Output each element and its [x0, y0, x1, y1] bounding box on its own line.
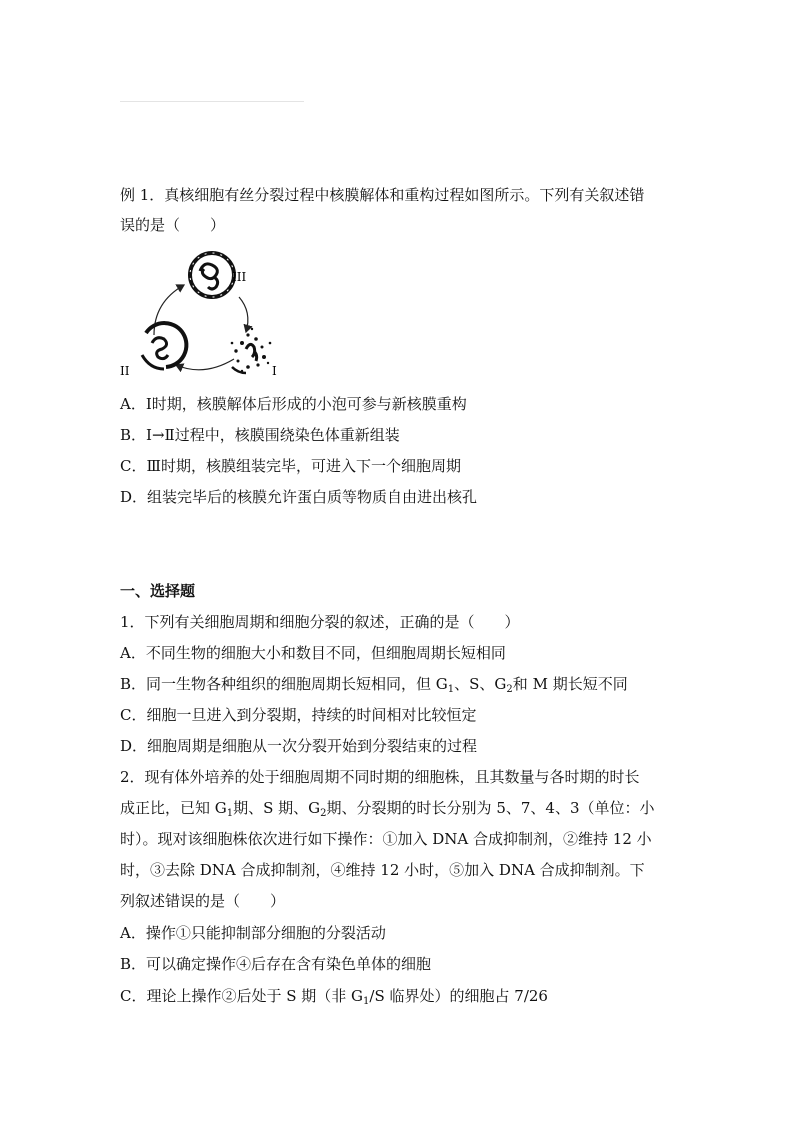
q1-option-b [120, 674, 680, 700]
label-I: I [272, 364, 277, 378]
q2-stem-line5: 列叙述错误的是（ ） [120, 892, 286, 910]
example-option-b: B．Ⅰ→Ⅱ过程中，核膜围绕染色体重新组装 [120, 426, 400, 444]
q1-b-text-2: 、S、G [454, 675, 507, 693]
q2-c-text-1: C．理论上操作②后处于 S 期（非 G [120, 987, 364, 1005]
q1-b-sub-1: 1 [447, 684, 455, 695]
stage-II-nucleus [142, 323, 186, 369]
q1-stem: 1．下列有关细胞周期和细胞分裂的叙述，正确的是（ ） [120, 613, 520, 631]
q2-l2-text-3: 期、分裂期的时长分别为 5、7、4、3（单位：小 [326, 799, 655, 817]
section-title: 一、选择题 [120, 582, 196, 600]
q2-c-text-2: /S 临界处）的细胞占 7/26 [369, 987, 548, 1005]
example-option-a: A．Ⅰ时期，核膜解体后形成的小泡可参与新核膜重构 [120, 395, 467, 413]
q2-l2-text-1: 成正比，已知 G [120, 799, 227, 817]
arrow-I-to-II [176, 359, 234, 370]
label-III: III [232, 270, 247, 284]
nuclear-envelope-cycle-figure [114, 247, 284, 382]
q2-stem-line3: 时）。现对该细胞株依次进行如下操作：①加入 DNA 合成抑制剂，②维持 12 小 [120, 830, 652, 848]
q2-l2-text-2: 期、S 期、G [233, 799, 321, 817]
example-option-c: C．Ⅲ时期，核膜组装完毕，可进入下一个细胞周期 [120, 457, 461, 475]
q2-l2-sub-1: 1 [226, 808, 234, 819]
header-rule [120, 101, 304, 102]
q1-option-a: A．不同生物的细胞大小和数目不同，但细胞周期长短相同 [120, 644, 506, 662]
q1-b-text-1: B．同一生物各种组织的细胞周期长短相同，但 G [120, 675, 448, 693]
q1-option-d: D．细胞周期是细胞从一次分裂开始到分裂结束的过程 [120, 737, 478, 755]
q2-option-a: A．操作①只能抑制部分细胞的分裂活动 [120, 924, 386, 942]
example-option-d: D．组装完毕后的核膜允许蛋白质等物质自由进出核孔 [120, 488, 478, 506]
stage-I-vesicles [231, 328, 272, 373]
q1-b-sub-2: 2 [506, 684, 513, 695]
q2-stem-line1: 2．现有体外培养的处于细胞周期不同时期的细胞株，且其数量与各时期的时长 [120, 768, 640, 786]
example-stem-line1: 例 1．真核细胞有丝分裂过程中核膜解体和重构过程如图所示。下列有关叙述错 [120, 186, 645, 204]
q1-option-c: C．细胞一旦进入到分裂期，持续的时间相对比较恒定 [120, 706, 477, 724]
arrow-III-to-I [239, 297, 248, 332]
q2-option-b: B．可以确定操作④后存在含有染色单体的细胞 [120, 955, 432, 973]
stage-III-nucleus [190, 253, 234, 297]
q2-l2-sub-2: 2 [320, 808, 327, 819]
q2-c-sub-1: 1 [363, 996, 370, 1007]
label-II: II [120, 364, 130, 378]
q2-stem-line2 [120, 798, 680, 824]
q2-option-c [120, 986, 680, 1012]
q2-stem-line4: 时，③去除 DNA 合成抑制剂，④维持 12 小时，⑤加入 DNA 合成抑制剂。下 [120, 861, 645, 879]
example-stem-line2: 误的是（ ） [120, 216, 226, 234]
q1-b-text-3: 和 M 期长短不同 [512, 675, 628, 693]
